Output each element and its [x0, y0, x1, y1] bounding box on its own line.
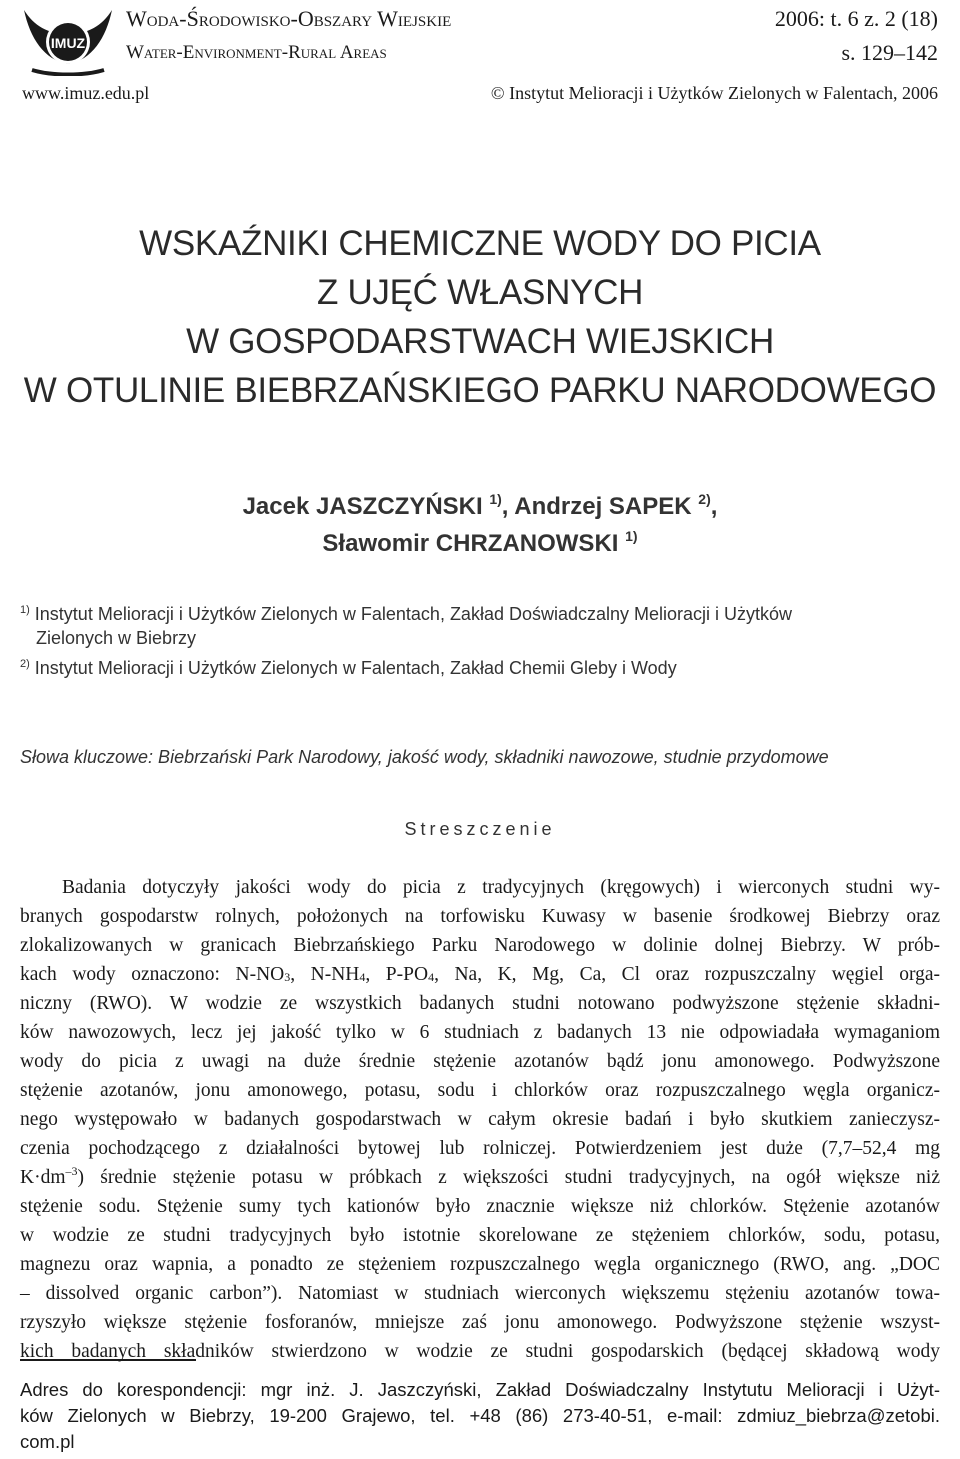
abstract-line [20, 960, 940, 989]
abstract-body [20, 873, 940, 1366]
abstract-text: ) średnie stężenie potasu w próbkach z większości studni tradycyjnych, na ogół większe niż [77, 1167, 940, 1188]
paper-title [0, 219, 960, 415]
abstract-line: – dissolved organic carbon”). Natomiast w studniach wierconych większemu stężeniu azotanów towa- [20, 1283, 940, 1304]
abstract-text: , Na, K, Mg, Ca, Cl oraz rozpuszczalny węgiel orga- [434, 964, 940, 985]
title-line: W OTULINIE BIEBRZAŃSKIEGO PARKU NARODOWEGO [23, 371, 937, 410]
author-separator: , [710, 493, 718, 520]
affiliation-mark: 1) [20, 604, 30, 616]
affiliation-mark: 1) [625, 528, 638, 544]
footnote-line: com.pl [20, 1431, 75, 1452]
affiliation-text: Instytut Melioracji i Użytków Zielonych w Falentach, Zakład Chemii Gleby i Wody [34, 658, 677, 678]
abstract-line: czenia pochodzącego z działalności bytowej lub rolniczej. Potwierdzeniem jest duże (7,7–52,4 mg [20, 1138, 940, 1159]
journal-title-en: Water-Environment-Rural Areas [126, 42, 387, 63]
subscript: 4 [359, 970, 366, 984]
affiliation-mark: 2) [20, 658, 30, 670]
footnote-divider [20, 1359, 196, 1361]
abstract-line: nego występowało w badanych gospodarstwach w całym okresie badań i było skutkiem zanieczysz- [20, 1109, 940, 1130]
correspondence-footnote [20, 1377, 940, 1455]
journal-title-pl: Woda-Środowisko-Obszary Wiejskie [126, 6, 452, 31]
footnote-line: ków Zielonych w Biebrzy, 19-200 Grajewo, tel. +48 (86) 273-40-51, e-mail: zdmiuz_biebrza@zetobi. [20, 1405, 940, 1426]
abstract-text: kach wody oznaczono: N-NO [20, 964, 285, 985]
abstract-text: , N-NH [290, 964, 360, 985]
abstract-line: stężenie azotanów, jonu amonowego, potasu, sodu i chlorków oraz rozpuszczalnego węgla organicz- [20, 1080, 940, 1101]
affiliation-2 [20, 656, 940, 680]
author-name: Andrzej SAPEK [514, 493, 692, 520]
abstract-text: , P-PO [365, 964, 429, 985]
abstract-line: kich badanych składników stwierdzono w wodzie ze studni gospodarskich (będącej składową wody [20, 1341, 940, 1362]
author-separator: , [501, 493, 509, 520]
subscript: 3 [284, 970, 291, 984]
abstract-line: zlokalizowanych w granicach Biebrzańskiego Parku Narodowego w dolinie dolnej Biebrzy. W prób- [20, 935, 940, 956]
abstract-line: niczny (RWO). W wodzie ze wszystkich badanych studni notowano podwyższone stężenie składni- [20, 993, 940, 1014]
superscript: –3 [65, 1164, 78, 1178]
logo-text: IMUZ [50, 35, 86, 51]
page-range: s. 129–142 [841, 40, 938, 65]
abstract-line: magnezu oraz wapnia, a ponadto ze stężeniem rozpuszczalnego węgla organicznego (RWO, ang. „DOC [20, 1254, 940, 1275]
author-name: Jacek JASZCZYŃSKI [242, 493, 483, 520]
title-line: Z UJĘĆ WŁASNYCH [316, 273, 644, 312]
affiliation-1 [20, 602, 940, 650]
abstract-line [20, 1163, 940, 1192]
journal-url-link[interactable]: www.imuz.edu.pl [22, 83, 150, 103]
author-list [0, 488, 960, 562]
abstract-line: wody do picia z uwagi na duże średnie stężenie azotanów bądź jonu amonowego. Podwyższone [20, 1051, 940, 1072]
imuz-logo [22, 4, 114, 76]
abstract-line: Badania dotyczyły jakości wody do picia z tradycyjnych (kręgowych) i wierconych studni wy- [62, 877, 940, 898]
abstract-text: K·dm [20, 1167, 66, 1188]
subscript: 4 [428, 970, 435, 984]
affiliation-mark: 1) [489, 491, 502, 507]
affiliation-text: Instytut Melioracji i Użytków Zielonych w Falentach, Zakład Doświadczalny Melioracji i Użytków [34, 604, 793, 624]
keywords: Słowa kluczowe: Biebrzański Park Narodowy, jakość wody, składniki nawozowe, studnie przydomowe [20, 747, 829, 767]
journal-issue: 2006: t. 6 z. 2 (18) [774, 6, 938, 31]
footnote-line: Adres do korespondencji: mgr inż. J. Jaszczyński, Zakład Doświadczalny Instytutu Melioracji i Użyt- [20, 1379, 940, 1400]
affiliation-mark: 2) [698, 491, 711, 507]
author-name: Sławomir CHRZANOWSKI [322, 530, 619, 557]
abstract-line: stężenie sodu. Stężenie sumy tych kationów było znacznie większe niż chlorków. Stężenie azotanów [20, 1196, 940, 1217]
copyright-notice: © Instytut Melioracji i Użytków Zielonych w Falentach, 2006 [490, 83, 938, 103]
abstract-line: rzyszyło większe stężenie fosforanów, mniejsze zaś jonu amonowego. Podwyższone stężenie wszyst- [20, 1312, 940, 1333]
title-line: WSKAŹNIKI CHEMICZNE WODY DO PICIA [139, 224, 821, 263]
abstract-line: branych gospodarstw rolnych, położonych na torfowisku Kuwasy w basenie środkowej Biebrzy oraz [20, 906, 940, 927]
abstract-heading: Streszczenie [404, 819, 556, 839]
abstract-line: w wodzie ze studni tradycyjnych było istotnie skorelowane ze stężeniem chlorków, sodu, potasu, [20, 1225, 940, 1246]
title-line: W GOSPODARSTWACH WIEJSKICH [186, 322, 774, 361]
affiliation-text: Zielonych w Biebrzy [36, 628, 197, 648]
abstract-line: ków nawozowych, lecz jej jakość tylko w 6 studniach z badanych 13 nie odpowiadała wymaganiom [20, 1022, 940, 1043]
